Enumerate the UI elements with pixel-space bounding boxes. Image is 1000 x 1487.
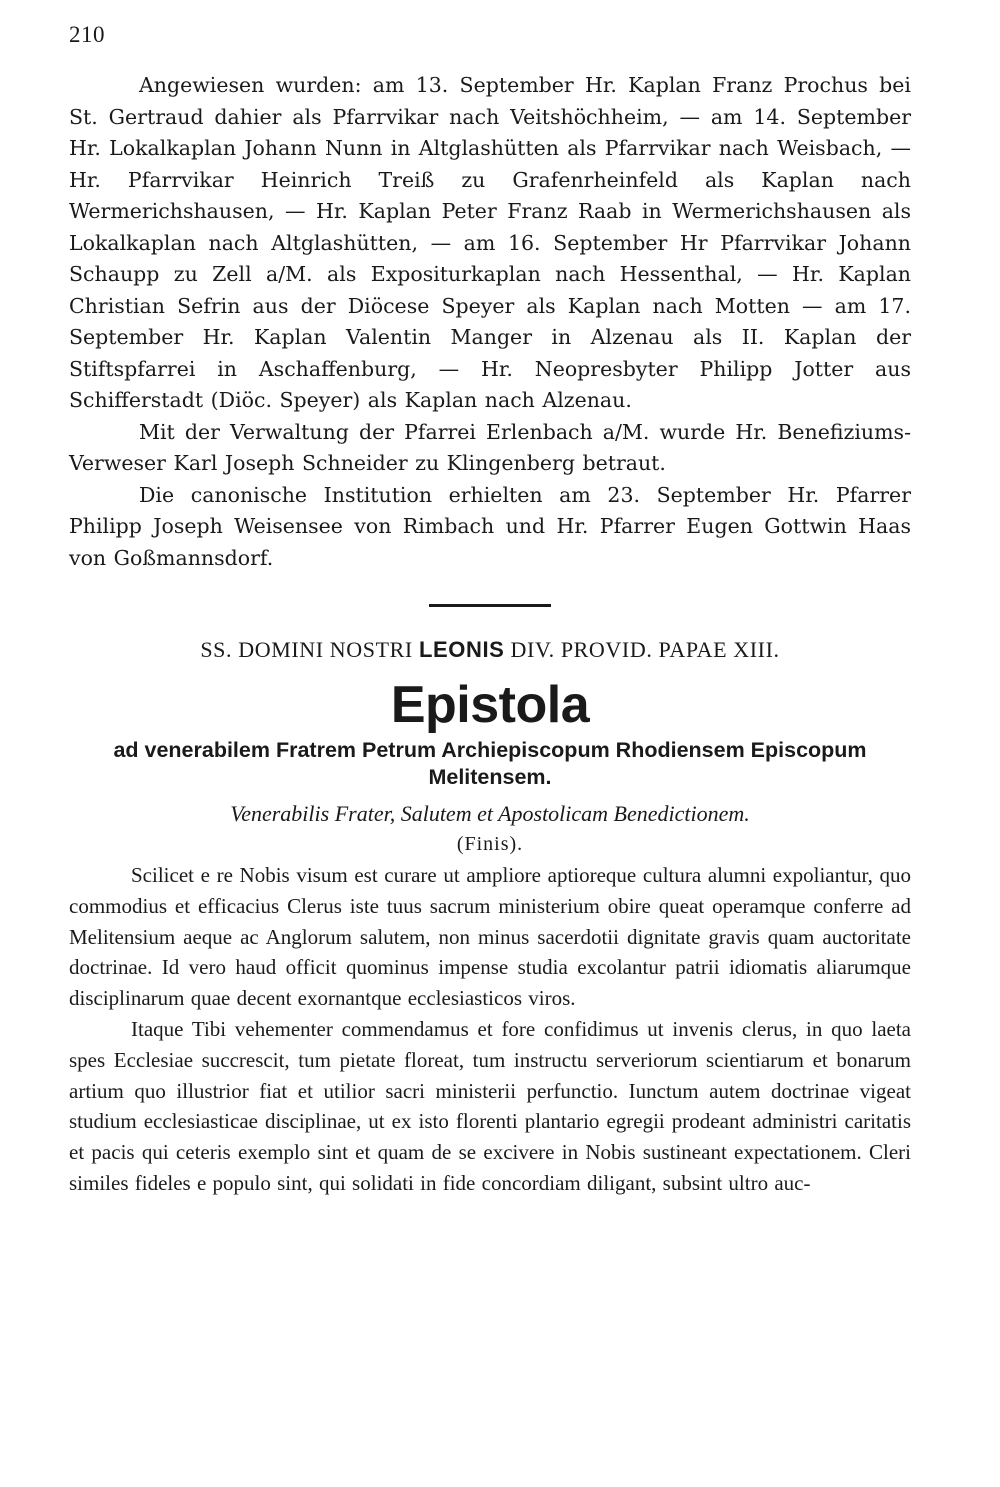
german-paragraph-institution: Die canonische Institution erhielten am 23. September Hr. Pfarrer Philipp Joseph Weisensee von Rimbach und Hr. Pfarrer Eugen Gottwin Haas von Goßmannsdorf. <box>69 482 911 570</box>
latin-paragraph-1: Scilicet e re Nobis visum est curare ut ampliore aptioreque cultura alumni expoliantur, quo commodius et efficacius Clerus iste tuus sacrum ministerium obire queat operamque conferre ad Melitensium aeque ac Anglorum salutem, non minus sacerdotii dignitate gravis quam auctoritate doctrinae. Id vero haud officit quominus impense studia excolantur patrii idiomatis aliarumque disciplinarum quae decent exornantque ecclesiasticos viros. <box>69 863 911 1011</box>
papal-heading <box>69 637 911 663</box>
german-paragraph-administration: Mit der Verwaltung der Pfarrei Erlenbach a/M. wurde Hr. Benefiziums-Verweser Karl Joseph Schneider zu Klingenberg betraut. <box>69 419 911 475</box>
document-page <box>69 22 911 1199</box>
section-divider <box>429 604 551 607</box>
papal-heading-prefix: SS. DOMINI NOSTRI <box>200 637 419 662</box>
page-number: 210 <box>69 22 105 47</box>
papal-heading-name: LEONIS <box>418 637 505 662</box>
papal-heading-suffix: DIV. PROVID. PAPAE XIII. <box>504 637 780 662</box>
finis-note: (Finis). <box>456 833 524 855</box>
document-title: Epistola <box>390 676 590 734</box>
german-paragraph-appointments: Angewiesen wurden: am 13. September Hr. Kaplan Franz Prochus bei St. Gertraud dahier als Pfarrvikar nach Veitshöchheim, — am 14. September Hr. Lokalkaplan Johann Nunn in Altglashütten als Pfarrvikar nach Weisbach, — Hr. Pfarrvikar Heinrich Treiß zu Grafenrheinfeld als Kaplan nach Wermerichshausen, — Hr. Kaplan Peter Franz Raab in Wermerichshausen als Lokalkaplan nach Altglashütten, — am 16. September Hr Pfarrvikar Johann Schaupp zu Zell a/M. als Expositurkaplan nach Hessenthal, — Hr. Kaplan Christian Sefrin aus der Diöcese Speyer als Kaplan nach Motten — am 17. September Hr. Kaplan Valentin Manger in Alzenau als II. Kaplan der Stiftspfarrei in Aschaffenburg, — Hr. Neopresbyter Philipp Jotter aus Schifferstadt (Diöc. Speyer) als Kaplan nach Alzenau. <box>69 73 911 412</box>
document-subtitle: ad venerabilem Fratrem Petrum Archiepiscopum Rhodiensem Episcopum Melitensem. <box>113 738 867 789</box>
salutation: Venerabilis Frater, Salutem et Apostolicam Benedictionem. <box>230 801 750 826</box>
latin-paragraph-2: Itaque Tibi vehementer commendamus et fore confidimus ut invenis clerus, in quo laeta spes Ecclesiae succrescit, tum pietate floreat, tum instructu serveriorum scientiarum et bonarum artium quo illustrior fiat et utilior sacri ministerii perfunctio. Iunctum autem doctrinae vigeat studium ecclesiasticae disciplinae, ut ex isto florenti plantario egregii prodeant administri caritatis et pacis qui ceteris exemplo sint et quam de se excivere in Nobis sustineant expectationem. Cleri similes fideles e populo sint, qui solidati in fide concordiam diligant, subsint ultro auc- <box>69 1016 911 1195</box>
